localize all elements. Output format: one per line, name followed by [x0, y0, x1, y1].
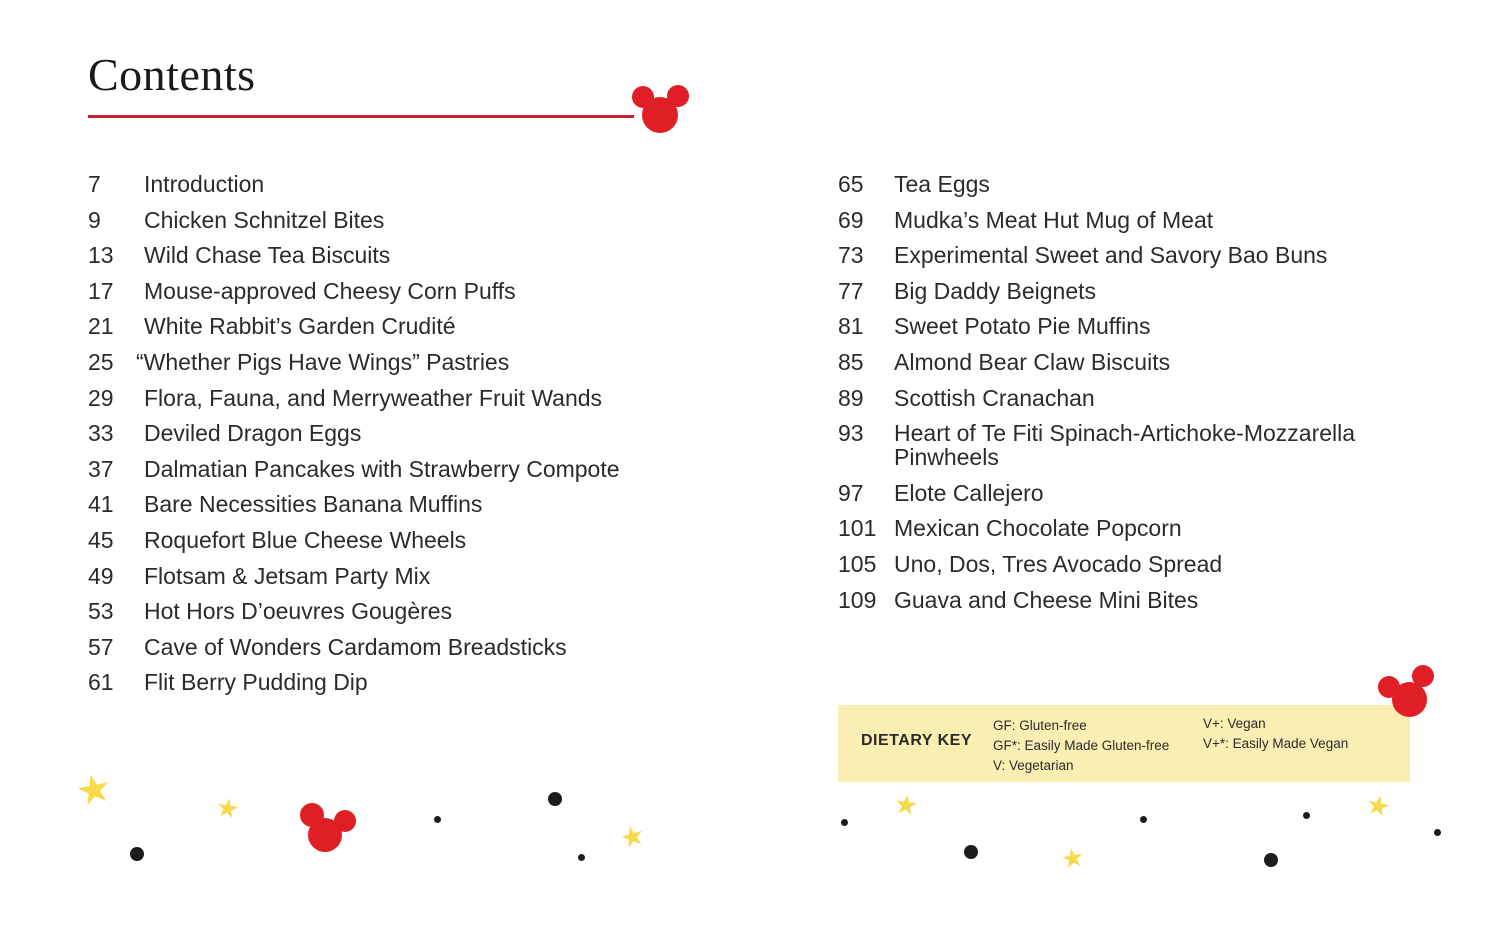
dietary-key-item: V+: Vegan: [1203, 716, 1266, 731]
toc-entry[interactable]: [838, 421, 1438, 469]
dietary-key-box: [838, 705, 1410, 782]
toc-entry-title: Cave of Wonders Cardamom Breadsticks: [144, 633, 567, 660]
toc-entry[interactable]: [88, 457, 728, 481]
toc-page-number: 49: [88, 562, 114, 589]
dot-icon: [548, 792, 562, 806]
toc-entry[interactable]: [838, 279, 1438, 303]
toc-entry[interactable]: [88, 421, 728, 445]
toc-entry-title: Mouse-approved Cheesy Corn Puffs: [144, 277, 516, 304]
toc-entry-title: Sweet Potato Pie Muffins: [894, 313, 1151, 340]
dietary-key-item: V: Vegetarian: [993, 758, 1074, 773]
toc-page-number: 101: [838, 515, 877, 542]
toc-entry-title: Introduction: [144, 171, 265, 197]
toc-page-number: 17: [88, 277, 114, 304]
toc-entry[interactable]: [88, 670, 728, 694]
toc-entry-title: Bare Necessities Banana Muffins: [144, 491, 483, 518]
star-icon: ★: [71, 764, 117, 816]
toc-entry[interactable]: [838, 516, 1438, 540]
toc-page-number: 109: [838, 586, 877, 613]
toc-entry-title: Tea Eggs: [894, 171, 990, 197]
mickey-head-icon: [630, 84, 692, 136]
toc-entry-title: Heart of Te Fiti Spinach-Artichoke-Mozzarella Pinwheels: [894, 420, 1356, 471]
toc-entry-title: Scottish Cranachan: [894, 384, 1095, 411]
toc-page-number: 89: [838, 384, 864, 411]
toc-entry[interactable]: [838, 243, 1438, 267]
toc-entry[interactable]: [838, 208, 1438, 232]
toc-page-number: 9: [88, 206, 101, 233]
star-icon: ★: [892, 788, 921, 822]
toc-entry-title: Flotsam & Jetsam Party Mix: [144, 562, 431, 589]
toc-page-number: 53: [88, 598, 114, 625]
toc-entry[interactable]: [88, 243, 728, 267]
toc-entry[interactable]: [88, 528, 728, 552]
toc-entry-title: Uno, Dos, Tres Avocado Spread: [894, 550, 1223, 577]
toc-page-number: 61: [88, 669, 114, 696]
toc-entry[interactable]: [88, 208, 728, 232]
toc-page-number: 97: [838, 479, 864, 506]
toc-page-number: 33: [88, 420, 114, 447]
toc-entry-title: Big Daddy Beignets: [894, 277, 1097, 304]
toc-entry[interactable]: [838, 588, 1438, 612]
toc-page-number: 7: [88, 171, 101, 197]
toc-page-number: 13: [88, 242, 114, 269]
toc-page-number: 21: [88, 313, 114, 340]
toc-entry[interactable]: [838, 386, 1438, 410]
star-icon: ★: [616, 818, 649, 855]
toc-page-number: 85: [838, 348, 864, 375]
dietary-key-column: [993, 716, 1169, 776]
toc-entry-title: Deviled Dragon Eggs: [144, 420, 362, 447]
dietary-key-column: [1203, 714, 1348, 754]
toc-entry-title: Mudka’s Meat Hut Mug of Meat: [894, 206, 1214, 233]
toc-entry-title: White Rabbit’s Garden Crudité: [144, 313, 456, 340]
toc-column-right: [838, 172, 1438, 623]
toc-entry-title: Elote Callejero: [894, 479, 1044, 506]
toc-entry-title: Hot Hors D’oeuvres Gougères: [144, 598, 453, 625]
mickey-head-icon: [1377, 664, 1437, 720]
toc-entry[interactable]: [838, 552, 1438, 576]
dot-icon: [578, 854, 585, 861]
toc-column-left: [88, 172, 728, 706]
dot-icon: [130, 847, 144, 861]
dietary-key-label: DIETARY KEY: [861, 732, 972, 749]
dot-icon: [1434, 829, 1441, 836]
dot-icon: [1303, 812, 1310, 819]
toc-page-number: 93: [838, 420, 864, 447]
toc-entry[interactable]: [88, 492, 728, 516]
toc-page-number: 57: [88, 633, 114, 660]
toc-entry-title: Roquefort Blue Cheese Wheels: [144, 526, 467, 553]
dot-icon: [1140, 816, 1147, 823]
toc-entry-title: Guava and Cheese Mini Bites: [894, 586, 1199, 613]
toc-entry[interactable]: [88, 172, 728, 196]
toc-entry[interactable]: [838, 350, 1438, 374]
title-rule: [88, 115, 634, 118]
toc-page-number: 25: [88, 348, 114, 375]
toc-page-number: 81: [838, 313, 864, 340]
star-icon: ★: [213, 791, 242, 825]
toc-entry[interactable]: [88, 635, 728, 659]
dietary-key-item: GF*: Easily Made Gluten-free: [993, 738, 1170, 753]
toc-page-number: 69: [838, 206, 864, 233]
toc-entry-title: Flit Berry Pudding Dip: [144, 669, 368, 696]
toc-entry[interactable]: [88, 386, 728, 410]
toc-page-number: 105: [838, 550, 877, 577]
toc-entry[interactable]: [88, 314, 728, 338]
toc-entry-title: Chicken Schnitzel Bites: [144, 206, 385, 233]
toc-entry[interactable]: [88, 564, 728, 588]
star-icon: ★: [1058, 841, 1087, 875]
toc-page-number: 41: [88, 491, 114, 518]
page-title: Contents: [88, 49, 256, 100]
toc-page-number: 45: [88, 526, 114, 553]
toc-entry[interactable]: [838, 314, 1438, 338]
toc-entry-title: Dalmatian Pancakes with Strawberry Compote: [144, 455, 620, 482]
toc-entry-title: Flora, Fauna, and Merryweather Fruit Wands: [144, 384, 603, 411]
toc-page-number: 73: [838, 242, 864, 269]
dietary-key-item: V+*: Easily Made Vegan: [1203, 736, 1349, 751]
toc-entry[interactable]: [88, 279, 728, 303]
toc-page-number: 65: [838, 171, 864, 197]
dot-icon: [841, 819, 848, 826]
toc-entry-title: Wild Chase Tea Biscuits: [144, 242, 391, 269]
toc-entry-title: Almond Bear Claw Biscuits: [894, 348, 1171, 375]
toc-entry-title: Experimental Sweet and Savory Bao Buns: [894, 242, 1328, 269]
toc-entry-title: “Whether Pigs Have Wings” Pastries: [136, 348, 510, 375]
toc-page-number: 77: [838, 277, 864, 304]
dot-icon: [434, 816, 441, 823]
dietary-key-item: GF: Gluten-free: [993, 718, 1087, 733]
toc-entry[interactable]: [838, 172, 1438, 196]
toc-entry[interactable]: [88, 350, 728, 374]
mickey-head-icon: [298, 800, 360, 856]
toc-page-number: 29: [88, 384, 114, 411]
dot-icon: [1264, 853, 1278, 867]
toc-entry[interactable]: [88, 599, 728, 623]
star-icon: ★: [1363, 788, 1394, 824]
toc-entry[interactable]: [838, 481, 1438, 505]
dot-icon: [964, 845, 978, 859]
toc-page-number: 37: [88, 455, 114, 482]
toc-entry-title: Mexican Chocolate Popcorn: [894, 515, 1182, 542]
